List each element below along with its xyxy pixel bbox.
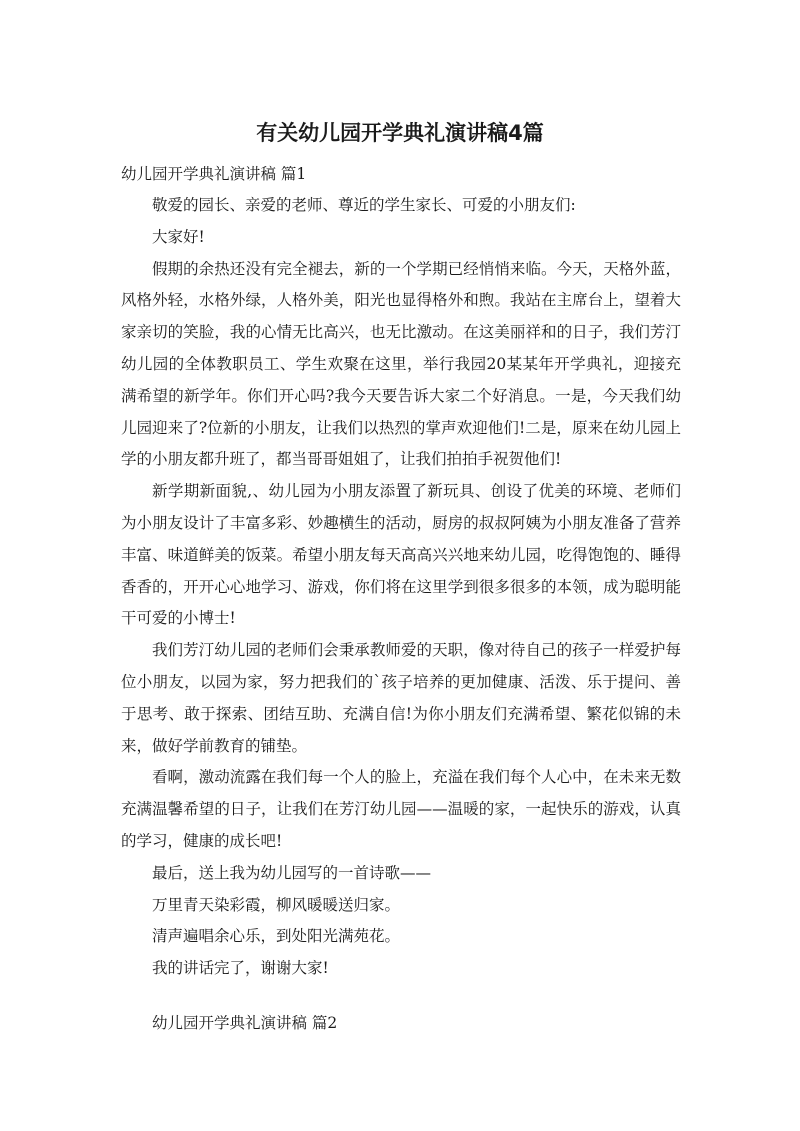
paragraph-poem-intro: 最后，送上我为幼儿园写的一首诗歌—— bbox=[152, 863, 432, 882]
paragraph-teachers: 我们芳汀幼儿园的老师们会秉承教师爱的天职，像对待自己的孩子一样爱护每位小朋友，以园为家，努力把我们的`孩子培养的更加健康、活泼、乐于提问、善于思考、敢于探索、团结互助、充满自信!为你小朋友们充满希望、繁花似锦的未来，做好学前教育的铺垫。 bbox=[121, 641, 681, 755]
poem-line-2: 清声遍唱余心乐，到处阳光满苑花。 bbox=[152, 927, 401, 946]
paragraph-ending: 我的讲话完了，谢谢大家! bbox=[152, 959, 329, 978]
paragraph-greeting: 大家好! bbox=[152, 227, 205, 246]
section-heading-1: 幼儿园开学典礼演讲稿 篇1 bbox=[121, 165, 307, 183]
section-heading-2: 幼儿园开学典礼演讲稿 篇2 bbox=[152, 1014, 338, 1032]
paragraph-future: 看啊，激动流露在我们每一个人的脸上，充溢在我们每个人心中，在未来无数充满温馨希望的日子，让我们在芳汀幼儿园——温暖的家，一起快乐的游戏，认真的学习，健康的成长吧! bbox=[121, 768, 681, 850]
document-title: 有关幼儿园开学典礼演讲稿4篇 bbox=[256, 121, 544, 145]
document-body bbox=[121, 190, 681, 985]
paragraph-new-semester: 新学期新面貌,、幼儿园为小朋友添置了新玩具、创设了优美的环境、老师们为小朋友设计了丰富多彩、妙趣横生的活动，厨房的叔叔阿姨为小朋友准备了营养丰富、味道鲜美的饭菜。希望小朋友每天高高兴兴地来幼儿园，吃得饱饱的、睡得香香的，开开心心地学习、游戏，你们将在这里学到很多很多的本领，成为聪明能干可爱的小博士! bbox=[121, 482, 681, 628]
paragraph-salutation: 敬爱的园长、亲爱的老师、尊近的学生家长、可爱的小朋友们: bbox=[152, 196, 576, 214]
paragraph-opening: 假期的余热还没有完全褪去，新的一个学期已经悄悄来临。今天，天格外蓝，风格外轻，水格外绿，人格外美，阳光也显得格外和煦。我站在主席台上，望着大家亲切的笑脸，我的心情无比高兴，也无比激动。在这美丽祥和的日子，我们芳汀幼儿园的全体教职员工、学生欢聚在这里，举行我园20某某年开学典礼，迎接充满希望的新学年。你们开心吗?我今天要告诉大家二个好消息。一是，今天我们幼儿园迎来了?位新的小朋友，让我们以热烈的掌声欢迎他们!二是，原来在幼儿园上学的小朋友都升班了，都当哥哥姐姐了，让我们拍拍手祝贺他们! bbox=[121, 259, 681, 469]
poem-line-1: 万里青天染彩霞，柳风暖暖送归家。 bbox=[152, 895, 401, 914]
